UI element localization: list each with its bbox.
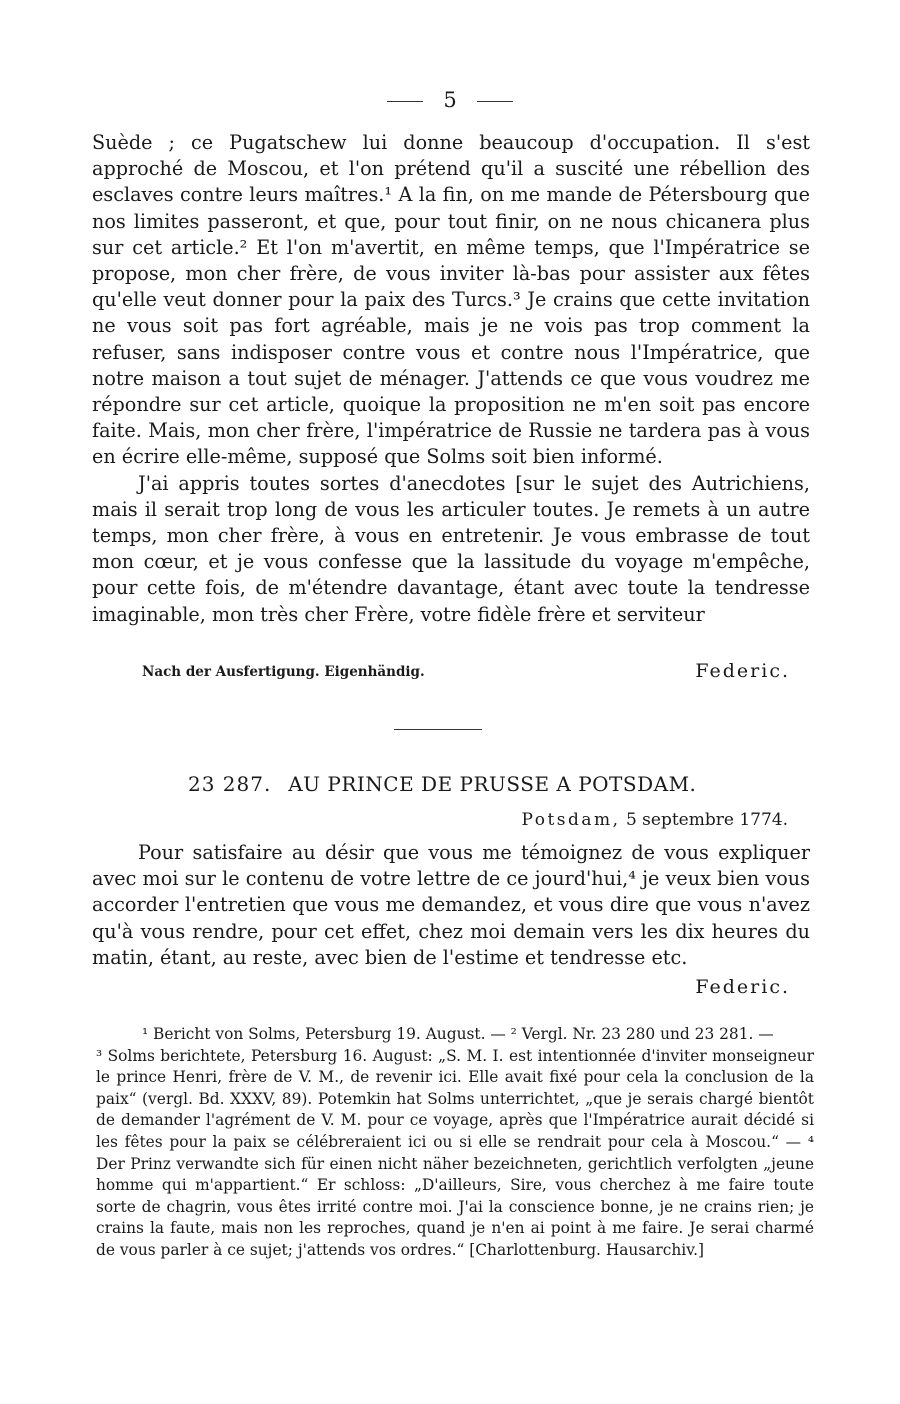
page-number	[0, 88, 900, 112]
place-date-line	[521, 810, 788, 830]
footnote-text: ³ Solms berichtete, Petersburg 16. August: „S. M. I. est intentionnée d'inviter monseigneur le prince Henri, frère de V. M., de revenir ici. Elle avait fixé pour cela la conclusion de la paix“ (vergl. Bd. XXXV, 89). Potemkin hat Solms unterrichtet, „que je serais chargé bientôt de demander l'agrément de V. M. pour ce voyage, après que l'Impératrice aurait décidé si les fêtes pour la paix se célébreraient ici ou si elle se rendrait pour cela à Moscou.“ — ⁴ Der Prinz verwandte sich für einen nicht näher bezeichneten, gerichtlich verfolgten „jeune homme qui m'appartient.“ Er schloss: „D'ailleurs, Sire, vous cherchez à me faire toute sorte de chagrin, vous êtes irrité contre moi. J'ai la conscience bonne, je ne crains rien; je crains la faute, mais non les reproches, quand je n'en ai point à me faire. Je serai charmé de vous parler à ce sujet; j'attends vos ordres.“ [Charlottenburg. Hausarchiv.]	[96, 1046, 814, 1259]
left-dash-rule	[387, 101, 423, 102]
page-number-value: 5	[443, 88, 457, 112]
right-dash-rule	[477, 101, 513, 102]
section-divider	[394, 729, 482, 730]
letter-place: Potsdam,	[521, 810, 621, 830]
letter-title: AU PRINCE DE PRUSSE A POTSDAM.	[288, 772, 697, 796]
closing-row	[142, 660, 790, 686]
letter-number: 23 287.	[188, 772, 272, 796]
source-note: Nach der Ausfertigung. Eigenhändig.	[142, 664, 425, 680]
letter-body	[92, 130, 810, 628]
letter-date: 5 septembre 1774.	[625, 810, 788, 830]
letter-paragraph-1: Suède ; ce Pugatschew lui donne beaucoup d'occupation. Il s'est approché de Moscou, et l'on prétend qu'il a suscité une rébellion des esclaves contre leurs maîtres.¹ A la fin, on me mande de Pétersbourg que nos limites passeront, et que, pour tout finir, on ne nous chicanera plus sur cet article.² Et l'on m'avertit, en même temps, que l'Impératrice se propose, mon cher frère, de vous inviter là-bas pour assister aux fêtes qu'elle veut donner pour la paix des Turcs.³ Je crains que cette invitation ne vous soit pas fort agréable, mais je ne vois pas trop comment la refuser, sans indisposer contre vous et contre nous l'Impératrice, que notre maison a tout sujet de ménager. J'attends ce que vous voudrez me répondre sur cet article, quoique la proposition ne m'en soit pas encore faite. Mais, mon cher frère, l'impératrice de Russie ne tardera pas à vous en écrire elle-même, supposé que Solms soit bien informé.	[92, 131, 810, 469]
footnote-line-1: ¹ Bericht von Solms, Petersburg 19. August. — ² Vergl. Nr. 23 280 und 23 281. —	[142, 1025, 774, 1043]
signature-2: Federic.	[695, 976, 790, 998]
letter-2-paragraph: Pour satisfaire au désir que vous me témoignez de vous expliquer avec moi sur le contenu de votre lettre de ce jourd'hui,⁴ je veux bien vous accorder l'entretien que vous me demandez, et vous dire que vous n'avez qu'à vous rendre, pour cet effet, chez moi demain vers les dix heures du matin, étant, au reste, avec bien de l'estime et tendresse etc.	[92, 841, 810, 969]
letter-paragraph-2: J'ai appris toutes sortes d'anecdotes [sur le sujet des Autrichiens, mais il serait trop long de vous les articuler toutes. Je remets à un autre temps, mon cher frère, à vous en entretenir. Je vous embrasse de tout mon cœur, et je vous confesse que la lassitude du voyage m'empêche, pour cette fois, de m'étendre davantage, étant avec toute la tendresse imaginable, mon très cher Frère, votre fidèle frère et serviteur	[92, 471, 810, 626]
signature: Federic.	[695, 660, 790, 682]
footnotes	[96, 1024, 814, 1262]
letter-2-body	[92, 840, 810, 971]
letter-heading	[188, 772, 696, 796]
